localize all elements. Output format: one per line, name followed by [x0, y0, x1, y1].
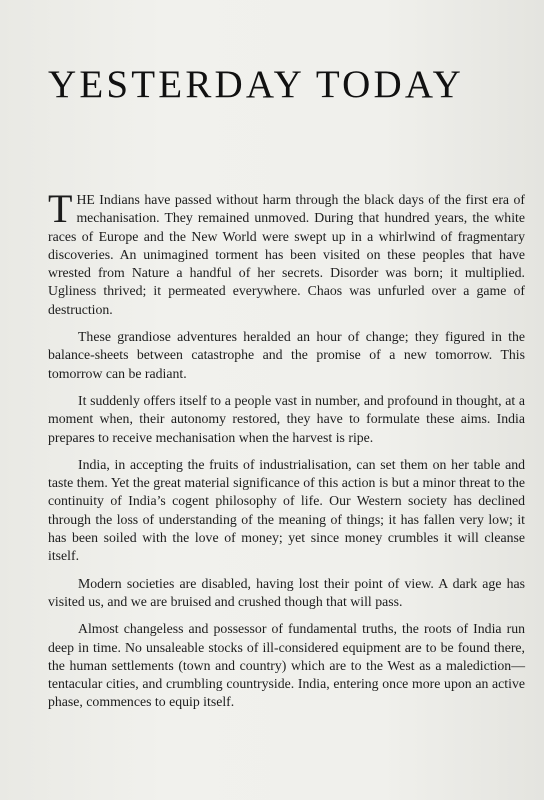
paragraph-3: It suddenly offers itself to a people vast in number, and profound in thought, at a moment when, their autonomy restored, they have to formulate these aims. India prepares to receive mechanisation when the harvest is ripe.: [48, 392, 525, 445]
drop-cap: T: [48, 186, 73, 231]
paragraph-2: These grandiose adventures heralded an hour of change; they figured in the balance-sheets between catastrophe and the promise of a new tomorrow. This tomorrow can be radiant.: [48, 329, 525, 381]
paragraph-6: Almost changeless and possessor of fundamental truths, the roots of India run deep in time. No unsaleable stocks of ill-considered equipment are to be found there, the human settlements (town and country) which are to the West as a malediction—tentacular cities, and crumbling countryside. India, entering once more upon an active phase, commences to equip itself.: [48, 621, 525, 710]
paragraph-5: Modern societies are disabled, having lost their point of view. A dark age has visited us, and we are bruised and crushed though that will pass.: [48, 575, 525, 609]
paragraph-1: [48, 186, 525, 319]
article-body: [48, 186, 525, 721]
paragraph-1-text: HE Indians have passed without harm through the black days of the first era of mechanisation. They remained unmoved. During that hundred years, the white races of Europe and the New World were swept up in a whirlwind of fragmentary discoveries. An unimagined torment has been visited on these peoples that have wrested from Nature a handful of her secrets. Disorder was born; it multiplied. Ugliness thrived; it permeated everywhere. Chaos was unfurled over a game of destruction.: [48, 192, 525, 317]
page-title: YESTERDAY TODAY: [48, 63, 465, 107]
paragraph-4: India, in accepting the fruits of industrialisation, can set them on her table and taste them. Yet the great material significance of this action is but a minor threat to the continuity of India’s cogent philosophy of life. Our Western society has declined through the loss of understanding of the meaning of things; it has fallen very low; it has been soiled with the love of money; yet since money crumbles it will cleanse itself.: [48, 456, 525, 564]
